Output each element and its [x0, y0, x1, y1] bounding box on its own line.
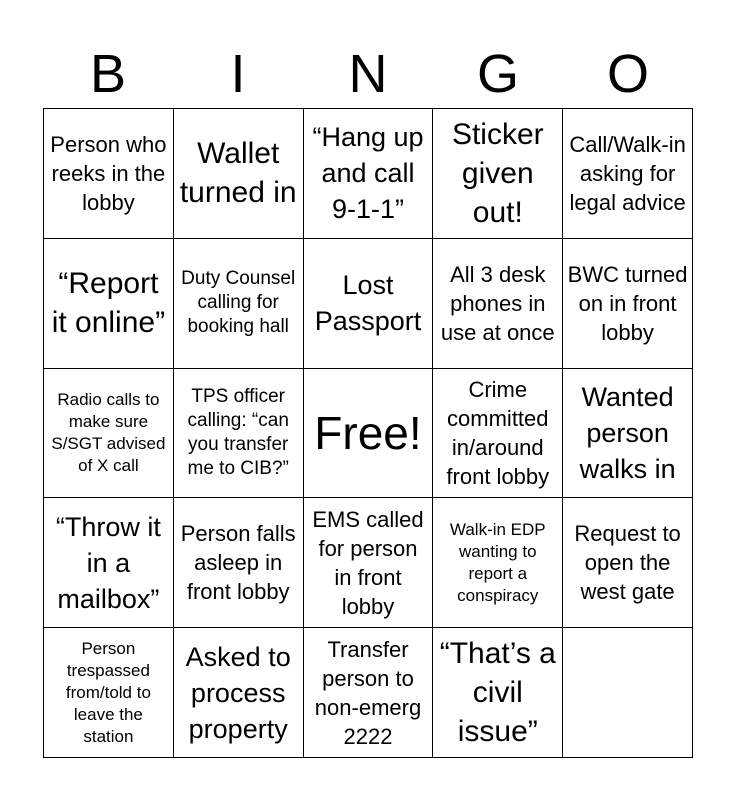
cell-text: All 3 desk phones in use at once	[440, 261, 555, 345]
cell-text: EMS called for person in front lobby	[312, 506, 424, 619]
cell-text: Wallet turned in	[179, 137, 297, 210]
cell-text: Person falls asleep in front lobby	[180, 521, 296, 605]
bingo-cell[interactable]	[304, 498, 434, 628]
bingo-cell[interactable]	[174, 628, 304, 758]
bingo-cell[interactable]	[174, 239, 304, 369]
bingo-cell[interactable]	[433, 239, 563, 369]
cell-text: Wanted person walks in	[579, 381, 676, 484]
bingo-cell[interactable]	[433, 109, 563, 239]
cell-text: Free!	[314, 406, 422, 459]
cell-text: Person trespassed from/told to leave the station	[65, 638, 151, 746]
header-letter-i: I	[230, 44, 246, 104]
cell-text: Radio calls to make sure S/SGT advised of X call	[51, 389, 166, 475]
bingo-cell[interactable]	[174, 498, 304, 628]
cell-text: TPS officer calling: “can you transfer me to CIB?”	[187, 385, 289, 479]
bingo-cell[interactable]	[304, 109, 434, 239]
cell-text: BWC turned on in front lobby	[567, 261, 688, 345]
bingo-cell[interactable]	[433, 369, 563, 499]
cell-text: Request to open the west gate	[574, 521, 681, 605]
cell-text: Sticker given out!	[451, 117, 544, 229]
cell-text: Walk-in EDP wanting to report a conspiracy	[449, 519, 546, 605]
bingo-cell[interactable]	[563, 369, 693, 499]
free-space[interactable]	[304, 369, 434, 499]
bingo-cell[interactable]	[563, 498, 693, 628]
cell-text: “That’s a civil issue”	[439, 637, 556, 749]
header-letter-o: O	[606, 44, 649, 104]
bingo-cell[interactable]	[563, 239, 693, 369]
bingo-cell[interactable]	[174, 369, 304, 499]
header-letter-b: B	[89, 44, 127, 104]
cell-text: “Report it online”	[51, 267, 166, 340]
cell-text: Duty Counsel calling for booking hall	[181, 268, 296, 338]
bingo-cell[interactable]	[304, 628, 434, 758]
cell-text: “Throw it in a mailbox”	[55, 511, 161, 614]
bingo-board	[43, 108, 693, 758]
bingo-cell-empty[interactable]	[563, 628, 693, 758]
bingo-cell[interactable]	[44, 498, 174, 628]
bingo-cell[interactable]	[44, 369, 174, 499]
cell-text: Transfer person to non-emerg 2222	[314, 636, 422, 749]
bingo-cell[interactable]	[433, 628, 563, 758]
bingo-cell[interactable]	[174, 109, 304, 239]
cell-text: Person who reeks in the lobby	[50, 131, 167, 215]
bingo-cell[interactable]	[44, 239, 174, 369]
header-letter-n: N	[348, 44, 388, 104]
cell-text: “Hang up and call 9-1-1”	[312, 122, 424, 225]
cell-text: Crime committed in/around front lobby	[446, 376, 550, 489]
bingo-cell[interactable]	[304, 239, 434, 369]
bingo-cell[interactable]	[44, 628, 174, 758]
header-letter-g: G	[476, 44, 519, 104]
cell-text: Asked to process property	[185, 641, 291, 744]
bingo-cell[interactable]	[433, 498, 563, 628]
cell-text: Lost Passport	[314, 270, 422, 337]
bingo-cell[interactable]	[563, 109, 693, 239]
bingo-header	[43, 44, 693, 104]
cell-text: Call/Walk-in asking for legal advice	[569, 131, 686, 215]
bingo-cell[interactable]	[44, 109, 174, 239]
